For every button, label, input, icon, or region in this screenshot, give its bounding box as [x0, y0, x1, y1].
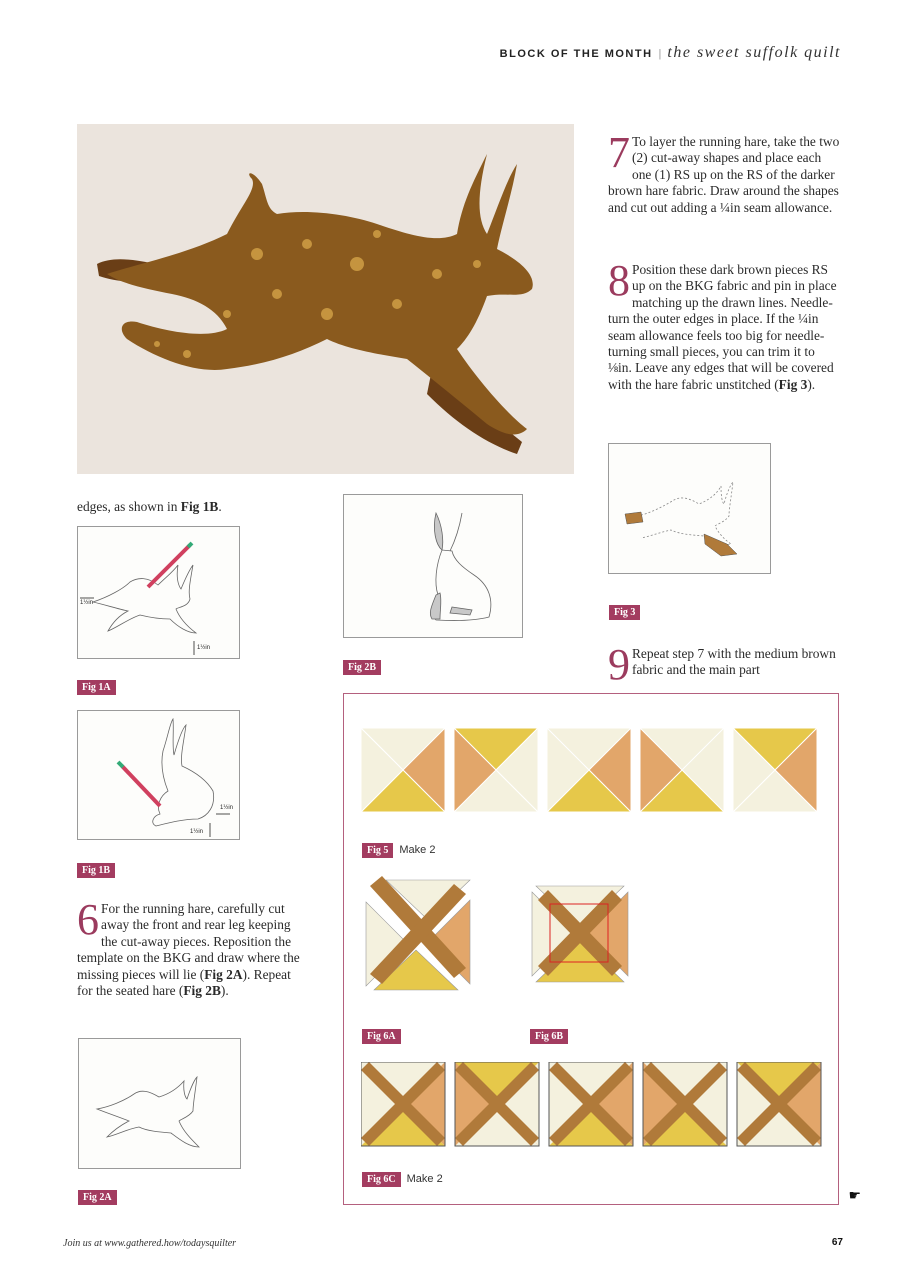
- hourglass-block-5: [733, 728, 817, 812]
- fig-2a-caption: [78, 1187, 117, 1205]
- crossed-block-5: [737, 1062, 821, 1146]
- step-6: [77, 895, 307, 999]
- step-7-text: To layer the running hare, take the two (2) cut-away shapes and place each one (1) RS up on the RS of the darker brown hare fabric. Draw around the shapes and cut out adding a ¼in seam allowance.: [608, 134, 840, 215]
- hourglass-block-1: [361, 728, 445, 812]
- intro-text: [77, 499, 327, 515]
- running-hare-applique-photo: [77, 124, 574, 474]
- fig-1b-dimension-right: 1½in: [220, 805, 234, 811]
- fig-2a-diagram: [78, 1038, 241, 1169]
- fig-1b-diagram: [77, 710, 240, 840]
- step-7: [608, 128, 840, 216]
- fig-2a-label: Fig 2A: [78, 1190, 117, 1205]
- fig-3-caption: [609, 602, 640, 620]
- page-number: 67: [831, 1237, 843, 1248]
- step-8-number: 8: [608, 256, 630, 305]
- step-7-number: 7: [608, 128, 630, 177]
- quilt-block-figures-frame: [343, 693, 839, 1205]
- fig-6c-crossed-blocks: [361, 1062, 827, 1148]
- fig-6a-caption: [362, 1026, 401, 1044]
- fig-1a-label: Fig 1A: [77, 680, 116, 695]
- fig-2b-label: Fig 2B: [343, 660, 381, 675]
- fig-3-diagram: [608, 443, 771, 574]
- step-6-number: 6: [77, 895, 99, 944]
- fig-5-make-count: Make 2: [399, 844, 436, 856]
- crossed-block-2: [455, 1062, 539, 1146]
- fig-6a-exploded-block: [362, 876, 474, 994]
- fig-1a-caption: [77, 677, 116, 695]
- fig-6b-label: Fig 6B: [530, 1029, 568, 1044]
- hare-photo-illustration: [77, 124, 574, 474]
- crossed-block-3: [549, 1062, 633, 1146]
- fig-1a-dimension-left: 1½in: [80, 600, 94, 606]
- seated-hare-outline: [344, 495, 522, 637]
- header-separator: |: [658, 48, 662, 60]
- section-title: BLOCK OF THE MONTH: [499, 48, 653, 60]
- hourglass-block-4: [640, 728, 724, 812]
- fig-1b-caption: [77, 860, 115, 878]
- fig-2b-diagram: [343, 494, 523, 638]
- fig-6c-label: Fig 6C: [362, 1172, 401, 1187]
- step-8-text-2: ).: [807, 376, 816, 392]
- crossed-block-4: [643, 1062, 727, 1146]
- step-8: [608, 256, 840, 393]
- running-hare-outline: [79, 1039, 240, 1168]
- fig-1a-dimension-bottom: 1½in: [197, 645, 211, 651]
- fig-5-caption: [362, 840, 435, 858]
- fig-2b-caption: [343, 657, 381, 675]
- fig-1a-diagram: [77, 526, 240, 659]
- step-9-text: Repeat step 7 with the medium brown fabric and the main part: [632, 646, 836, 678]
- step-8-fig-ref: Fig 3: [778, 376, 808, 392]
- fig-1b-label: Fig 1B: [77, 863, 115, 878]
- step-6-text-2: ). Repeat for the seated hare (: [77, 966, 291, 999]
- page-header: [500, 44, 841, 62]
- fig-5-hourglass-blocks: [361, 728, 825, 814]
- step-6-fig-ref-b: Fig 2B: [183, 983, 221, 999]
- crossed-block-1: [361, 1062, 445, 1146]
- step-6-text: For the running hare, carefully cut away the front and rear leg keeping the cut-away pieces. Reposition the template on the BKG and draw where the missing pieces will lie (: [77, 901, 300, 982]
- fig-3-label: Fig 3: [609, 605, 640, 620]
- fig-6b-assembled-block: [528, 882, 632, 986]
- hourglass-block-2: [454, 728, 538, 812]
- pointing-hand-icon: ☛: [848, 1189, 861, 1204]
- fig-6b-caption: [530, 1026, 568, 1044]
- intro-text-part: edges, as shown in: [77, 499, 181, 514]
- step-6-text-3: ).: [220, 983, 229, 999]
- step-9: [608, 640, 840, 689]
- intro-text-end: .: [218, 499, 222, 514]
- step-8-text: Position these dark brown pieces RS up on the BKG fabric and pin in place matching up the drawn lines. Needle-turn the outer edges in place. If the ¼in seam allowance feels too big for needle-turning small pieces, you can trim it to ⅛in. Leave any edges that will be covered with the hare fabric unstitched (: [608, 262, 837, 392]
- fig-6a-label: Fig 6A: [362, 1029, 401, 1044]
- step-9-number: 9: [608, 640, 630, 689]
- seated-hare-template-drawing: [78, 711, 239, 839]
- magazine-title: the sweet suffolk quilt: [667, 44, 841, 61]
- hare-template-drawing: [78, 527, 239, 658]
- hare-with-leg-pieces: [609, 444, 770, 573]
- footer-website: Join us at www.gathered.how/todaysquilter: [63, 1238, 237, 1249]
- fig-1b-dimension-bottom: 1½in: [190, 829, 204, 835]
- fig-6c-caption: [362, 1169, 443, 1187]
- fig-6c-make-count: Make 2: [406, 1173, 443, 1185]
- intro-fig-ref: Fig 1B: [180, 499, 219, 514]
- fig-5-label: Fig 5: [362, 843, 393, 858]
- hourglass-block-3: [547, 728, 631, 812]
- step-6-fig-ref-a: Fig 2A: [204, 966, 243, 982]
